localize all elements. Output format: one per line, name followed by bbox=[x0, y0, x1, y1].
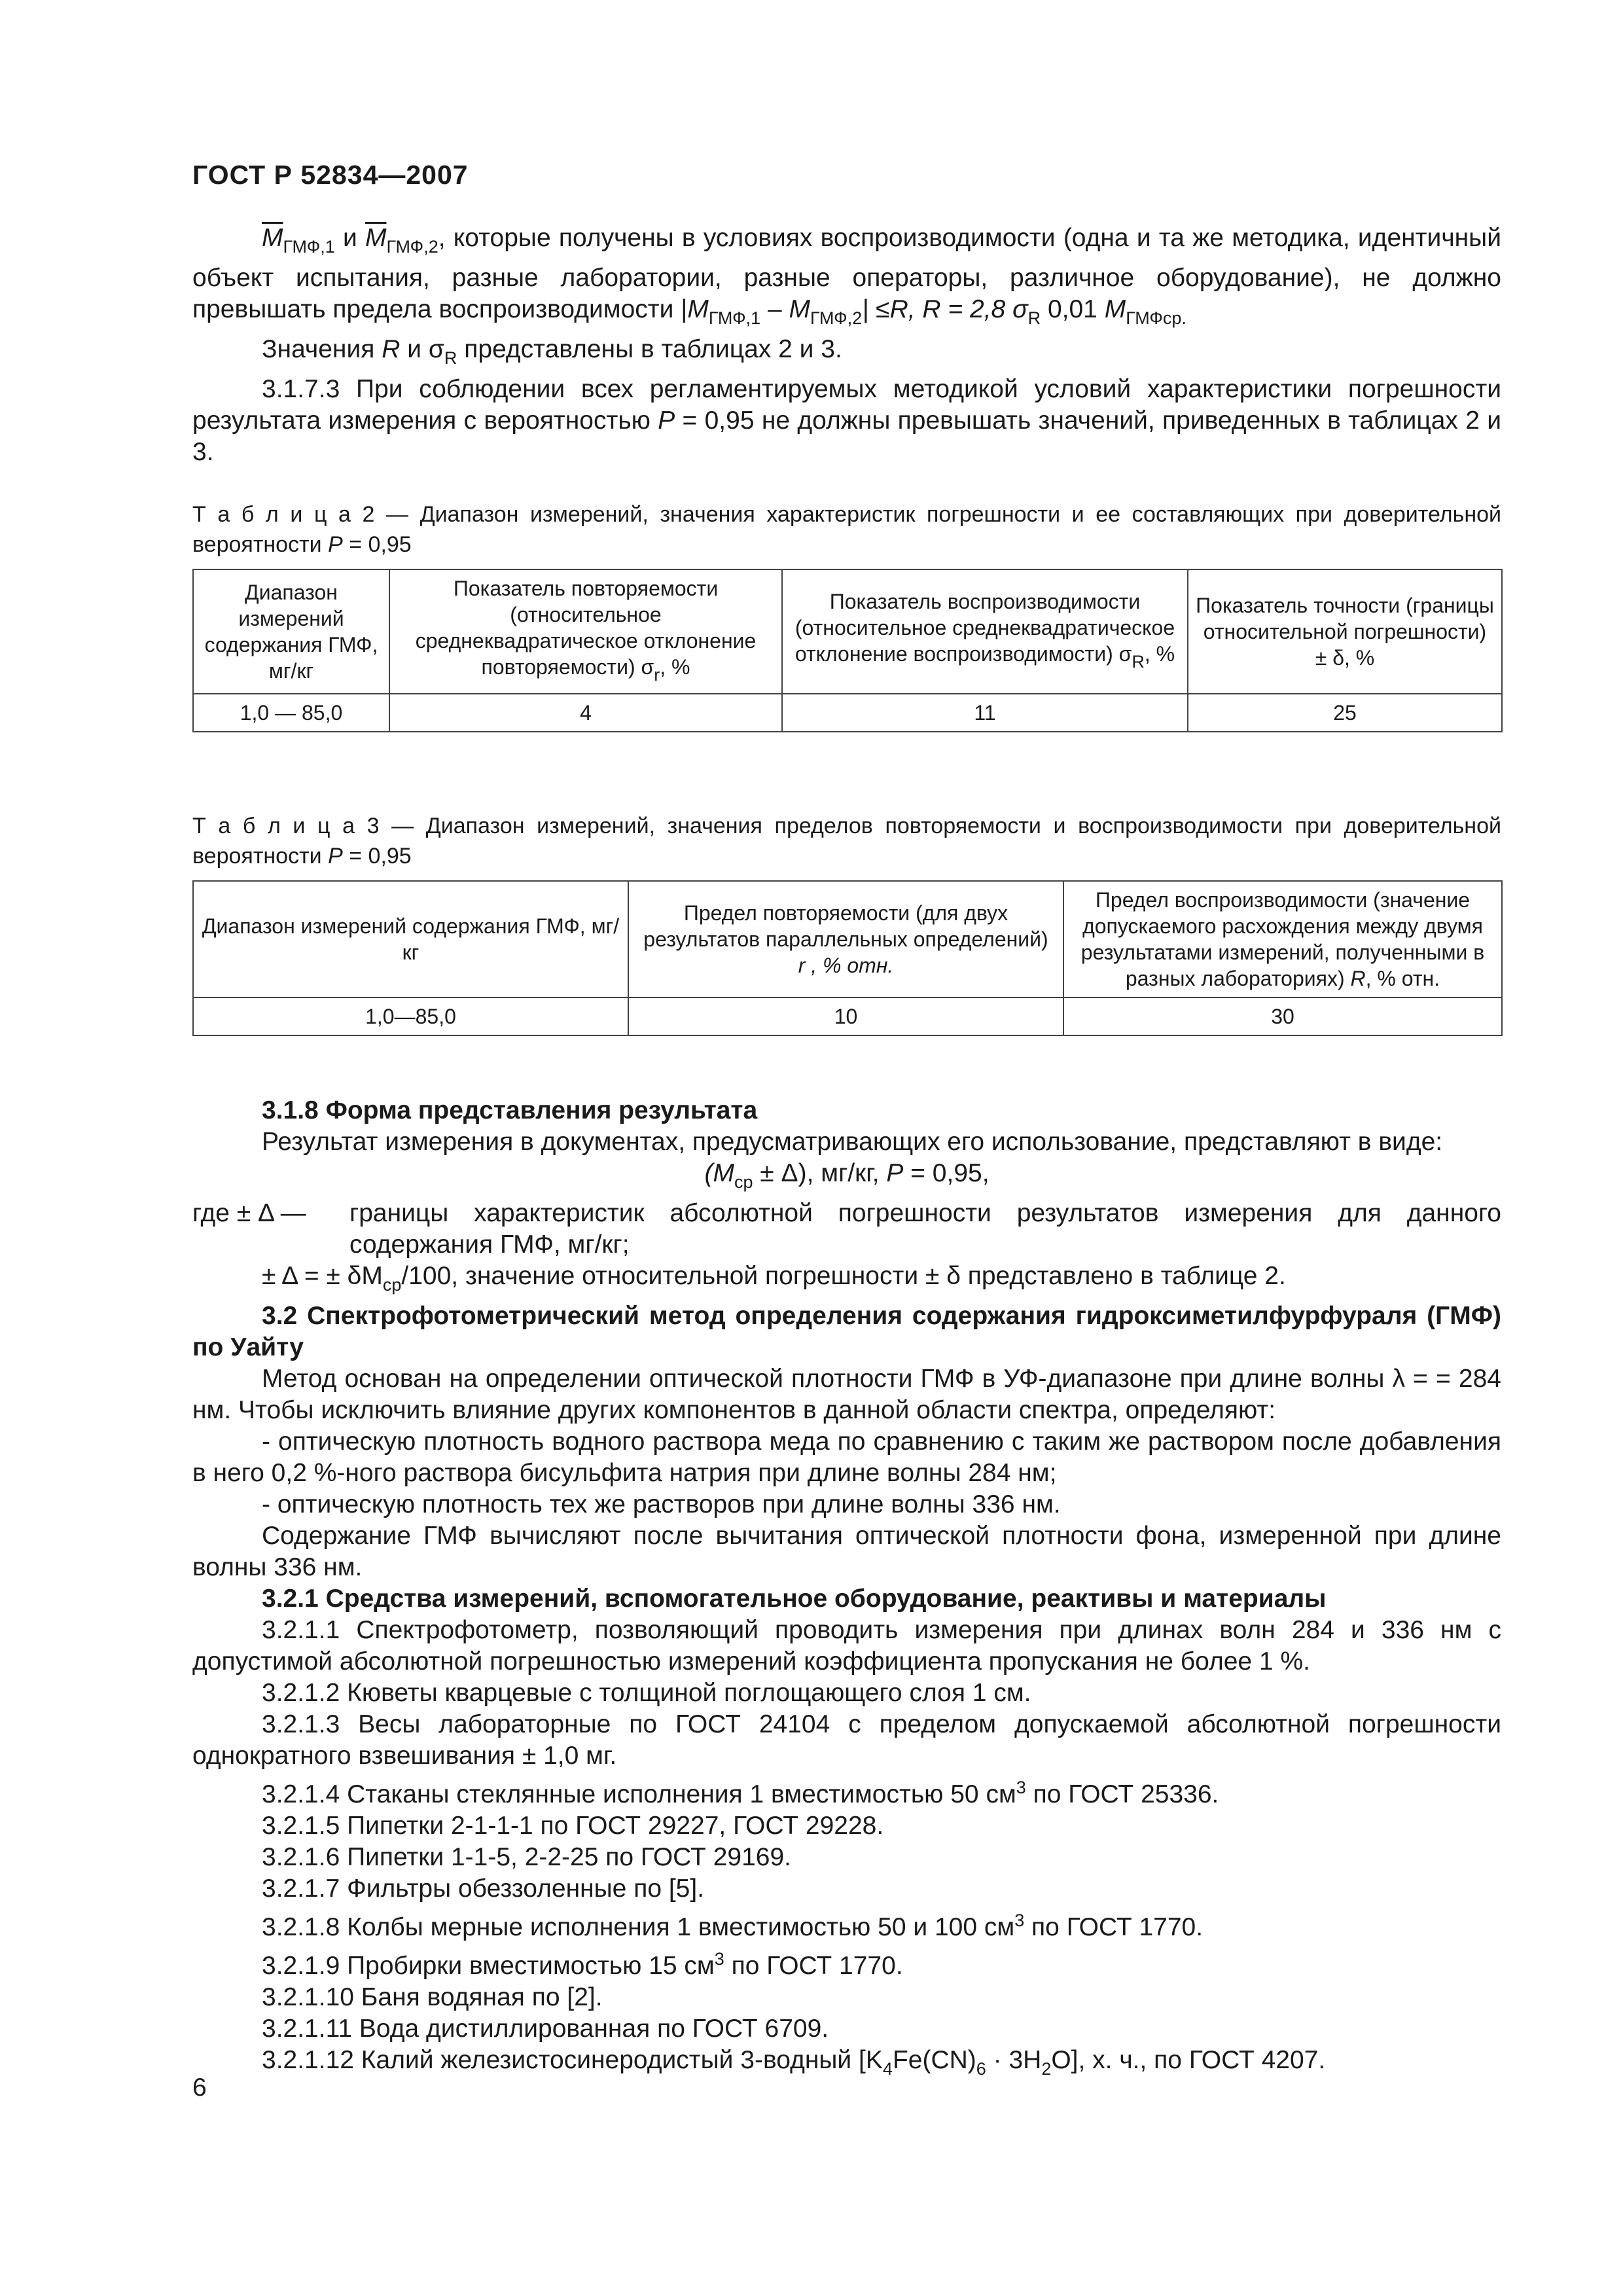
text-run: , % bbox=[1144, 642, 1175, 666]
table-2 bbox=[192, 569, 1503, 732]
text-run: = 0,95 не должны превышать значений, приведенных в таблицах 2 и 3. bbox=[192, 406, 1501, 466]
text-run: R bbox=[1350, 967, 1366, 990]
text-run: 3.1.7.3 При соблюдении всех регламентируемых методикой условий характеристики погрешности результата измерения с вероятностью bbox=[192, 375, 1501, 435]
subscript: R bbox=[1132, 652, 1145, 672]
text-run: (M bbox=[704, 1159, 734, 1187]
text-run: , которые получены в условиях воспроизводимости (одна и та же методика, идентичный объект испытания, разные лаборатории, разные операторы, различное оборудование), не должно превышать предела воспроизводимости | bbox=[192, 224, 1501, 323]
subscript: ГМФ,2 bbox=[810, 308, 863, 328]
relative-error-equation bbox=[192, 1261, 1501, 1300]
table-row bbox=[193, 694, 1502, 732]
table-header-cell bbox=[782, 569, 1188, 694]
subscript: ГМФ,2 bbox=[386, 237, 438, 257]
table-label: Т а б л и ц а 3 bbox=[192, 814, 380, 838]
text-run: Значения bbox=[262, 335, 382, 363]
text-run: = 0,95 bbox=[342, 532, 412, 557]
text-run: r , % отн. bbox=[798, 954, 894, 977]
text-run: 3.2.1.4 Стаканы стеклянные исполнения 1 вместимостью 50 см bbox=[262, 1780, 1016, 1808]
text-run: · 3H bbox=[986, 2046, 1042, 2074]
list-item: 3.2.1.10 Баня водяная по [2]. bbox=[262, 1983, 603, 2011]
list-item: 3.2.1.6 Пипетки 1-1-5, 2-2-25 по ГОСТ 29169. bbox=[262, 1843, 791, 1871]
table-cell: 11 bbox=[782, 694, 1188, 732]
table-header-cell bbox=[389, 569, 782, 694]
text-run: 3.2.1.12 Калий железистосинеродистый 3-водный [K bbox=[262, 2046, 883, 2074]
paragraph-3-1-7-3 bbox=[192, 374, 1501, 468]
text-run: ± Δ), мг/кг, bbox=[753, 1159, 887, 1187]
legend-description: границы характеристик абсолютной погрешности результатов измерения для данного содержания ГМФ, мг/кг; bbox=[349, 1199, 1501, 1259]
legend-symbol: где ± Δ — bbox=[192, 1199, 306, 1227]
text-run: 3.2.1.8 Колбы мерные исполнения 1 вместимостью 50 и 100 см bbox=[262, 1913, 1015, 1941]
subscript: R bbox=[1027, 308, 1041, 328]
text-run: 0,01 bbox=[1041, 295, 1105, 323]
text-run: – bbox=[760, 295, 789, 323]
list-item bbox=[192, 1943, 1501, 1982]
table-cell: 10 bbox=[628, 997, 1063, 1035]
text-run: по ГОСТ 1770. bbox=[1024, 1913, 1204, 1941]
superscript: 3 bbox=[714, 1949, 724, 1969]
paragraph-values-ref bbox=[192, 334, 1501, 374]
text-run: и bbox=[334, 224, 365, 252]
subscript: ср bbox=[382, 1275, 402, 1295]
table-header-row bbox=[193, 569, 1502, 694]
list-item: 3.2.1.2 Кюветы кварцевые с толщиной поглощающего слоя 1 см. bbox=[262, 1679, 1031, 1707]
subscript: ГМФср. bbox=[1126, 308, 1186, 328]
subscript: R bbox=[444, 348, 457, 368]
text-run: и σ bbox=[400, 335, 444, 363]
paragraph-result-form: Результат измерения в документах, предусматривающих его использование, представляют в виде: bbox=[262, 1128, 1443, 1156]
table-row bbox=[193, 997, 1502, 1035]
section-3-2-title: 3.2 Спектрофотометрический метод определения содержания гидроксиметилфурфураля (ГМФ) по Уайту bbox=[192, 1302, 1501, 1361]
list-item: - оптическую плотность водного раствора меда по сравнению с таким же раствором после добавления в него 0,2 %-ного раствора бисульфита натрия при длине волны 284 нм; bbox=[192, 1427, 1501, 1487]
text-run: , % отн. bbox=[1365, 967, 1440, 990]
table-cell: 1,0—85,0 bbox=[193, 997, 628, 1035]
text-run: представлены в таблицах 2 и 3. bbox=[457, 335, 842, 363]
mean-symbol: M bbox=[1104, 295, 1126, 323]
mean-symbol: M bbox=[789, 295, 810, 323]
list-item: 3.2.1.11 Вода дистиллированная по ГОСТ 6709. bbox=[262, 2015, 829, 2043]
table-header-cell bbox=[1063, 881, 1502, 997]
table-3 bbox=[192, 880, 1503, 1036]
table-header-row bbox=[193, 881, 1502, 997]
subscript: 6 bbox=[976, 2059, 986, 2079]
list-item bbox=[192, 1905, 1501, 1943]
table-cell: 30 bbox=[1063, 997, 1502, 1035]
text-run: — Диапазон измерений, значения пределов повторяемости и воспроизводимости при доверительной вероятности bbox=[192, 814, 1501, 869]
subscript: r bbox=[654, 665, 660, 685]
list-item: 3.2.1.5 Пипетки 2-1-1-1 по ГОСТ 29227, ГОСТ 29228. bbox=[262, 1812, 884, 1840]
list-item bbox=[192, 1772, 1501, 1810]
subscript: ГМФ,1 bbox=[708, 308, 761, 328]
subscript: 2 bbox=[1041, 2059, 1052, 2079]
table-label: Т а б л и ц а 2 bbox=[192, 502, 375, 527]
document-header: ГОСТ Р 52834—2007 bbox=[192, 160, 469, 190]
formula-legend bbox=[192, 1198, 1501, 1261]
list-item: 3.2.1.3 Весы лабораторные по ГОСТ 24104 с пределом допускаемой абсолютной погрешности однократного взвешивания ± 1,0 мг. bbox=[192, 1710, 1501, 1770]
table-header-cell: Показатель точности (границы относительной погрешности) ± δ, % bbox=[1188, 569, 1502, 694]
result-formula bbox=[192, 1158, 1501, 1198]
text-run: | ≤R, R = 2,8 σ bbox=[862, 295, 1028, 323]
text-run: Предел воспроизводимости (значение допускаемого расхождения между двумя результатами измерений, полученными в разных лабораториях) bbox=[1080, 888, 1485, 990]
text-run: Fe(CN) bbox=[892, 2046, 976, 2074]
table-header-cell: Диапазон измерений содержания ГМФ, мг/кг bbox=[193, 569, 389, 694]
mean-symbol: M bbox=[687, 295, 709, 323]
table-header-cell bbox=[628, 881, 1063, 997]
text-run: = 0,95, bbox=[903, 1159, 990, 1187]
table-cell: 25 bbox=[1188, 694, 1502, 732]
text-run: — Диапазон измерений, значения характеристик погрешности и ее составляющих при доверительной вероятности bbox=[192, 502, 1502, 557]
list-item: 3.2.1.1 Спектрофотометр, позволяющий проводить измерения при длинах волн 284 и 336 нм с допустимой абсолютной погрешностью измерений коэффициента пропускания не более 1 %. bbox=[192, 1616, 1501, 1676]
subscript: ГМФ,1 bbox=[283, 237, 335, 257]
text-run: , % bbox=[660, 655, 690, 679]
page-number: 6 bbox=[192, 2073, 207, 2102]
text-run: Предел повторяемости (для двух результатов параллельных определений) bbox=[643, 901, 1048, 951]
subscript: 4 bbox=[882, 2059, 893, 2079]
text-run: P bbox=[658, 406, 675, 435]
paragraph-calc: Содержание ГМФ вычисляют после вычитания оптической плотности фона, измеренной при длине волны 336 нм. bbox=[192, 1522, 1501, 1581]
text-run: O], х. ч., по ГОСТ 4207. bbox=[1051, 2046, 1326, 2074]
text-run: по ГОСТ 25336. bbox=[1026, 1780, 1219, 1808]
text-run: ± Δ = ± δM bbox=[262, 1262, 383, 1290]
text-run: R bbox=[382, 335, 401, 363]
table-3-caption bbox=[192, 811, 1501, 871]
text-run: P bbox=[328, 844, 343, 869]
text-run: Показатель воспроизводимости (относительное среднеквадратическое отклонение воспроизводимости) σ bbox=[794, 590, 1175, 666]
section-3-1-8-title: 3.1.8 Форма представления результата bbox=[262, 1096, 758, 1124]
section-3-2-1-title: 3.2.1 Средства измерений, вспомогательное оборудование, реактивы и материалы bbox=[262, 1585, 1327, 1613]
text-run: = 0,95 bbox=[342, 844, 412, 869]
mean-symbol: $\overline{M}$ bbox=[365, 224, 387, 252]
table-cell: 4 bbox=[389, 694, 782, 732]
subscript: ср bbox=[734, 1172, 753, 1192]
table-cell: 1,0 — 85,0 bbox=[193, 694, 389, 732]
text-run: Показатель повторяемости (относительное среднеквадратическое отклонение повторяемости) σ bbox=[415, 577, 757, 679]
text-run: по ГОСТ 1770. bbox=[724, 1952, 903, 1980]
text-run: P bbox=[886, 1159, 904, 1187]
mean-symbol: $\overline{M}$ bbox=[262, 224, 283, 252]
list-item: 3.2.1.7 Фильтры обеззоленные по [5]. bbox=[262, 1874, 705, 1903]
table-2-caption bbox=[192, 499, 1501, 560]
paragraph-reproducibility bbox=[192, 223, 1501, 334]
table-header-cell: Диапазон измерений содержания ГМФ, мг/кг bbox=[193, 881, 628, 997]
text-run: 3.2.1.9 Пробирки вместимостью 15 см bbox=[262, 1952, 715, 1980]
list-item: - оптическую плотность тех же растворов при длине волны 336 нм. bbox=[262, 1490, 1061, 1518]
text-run: P bbox=[328, 532, 343, 557]
superscript: 3 bbox=[1016, 1778, 1026, 1797]
list-item bbox=[192, 2045, 1501, 2085]
paragraph-method: Метод основан на определении оптической плотности ГМФ в УФ-диапазоне при длине волны λ = = 284 нм. Чтобы исключить влияние других компонентов в данной области спектра, определяют: bbox=[192, 1365, 1501, 1424]
text-run: /100, значение относительной погрешности ± δ представлено в таблице 2. bbox=[401, 1262, 1286, 1290]
document-body bbox=[192, 223, 1501, 2085]
superscript: 3 bbox=[1014, 1910, 1025, 1930]
